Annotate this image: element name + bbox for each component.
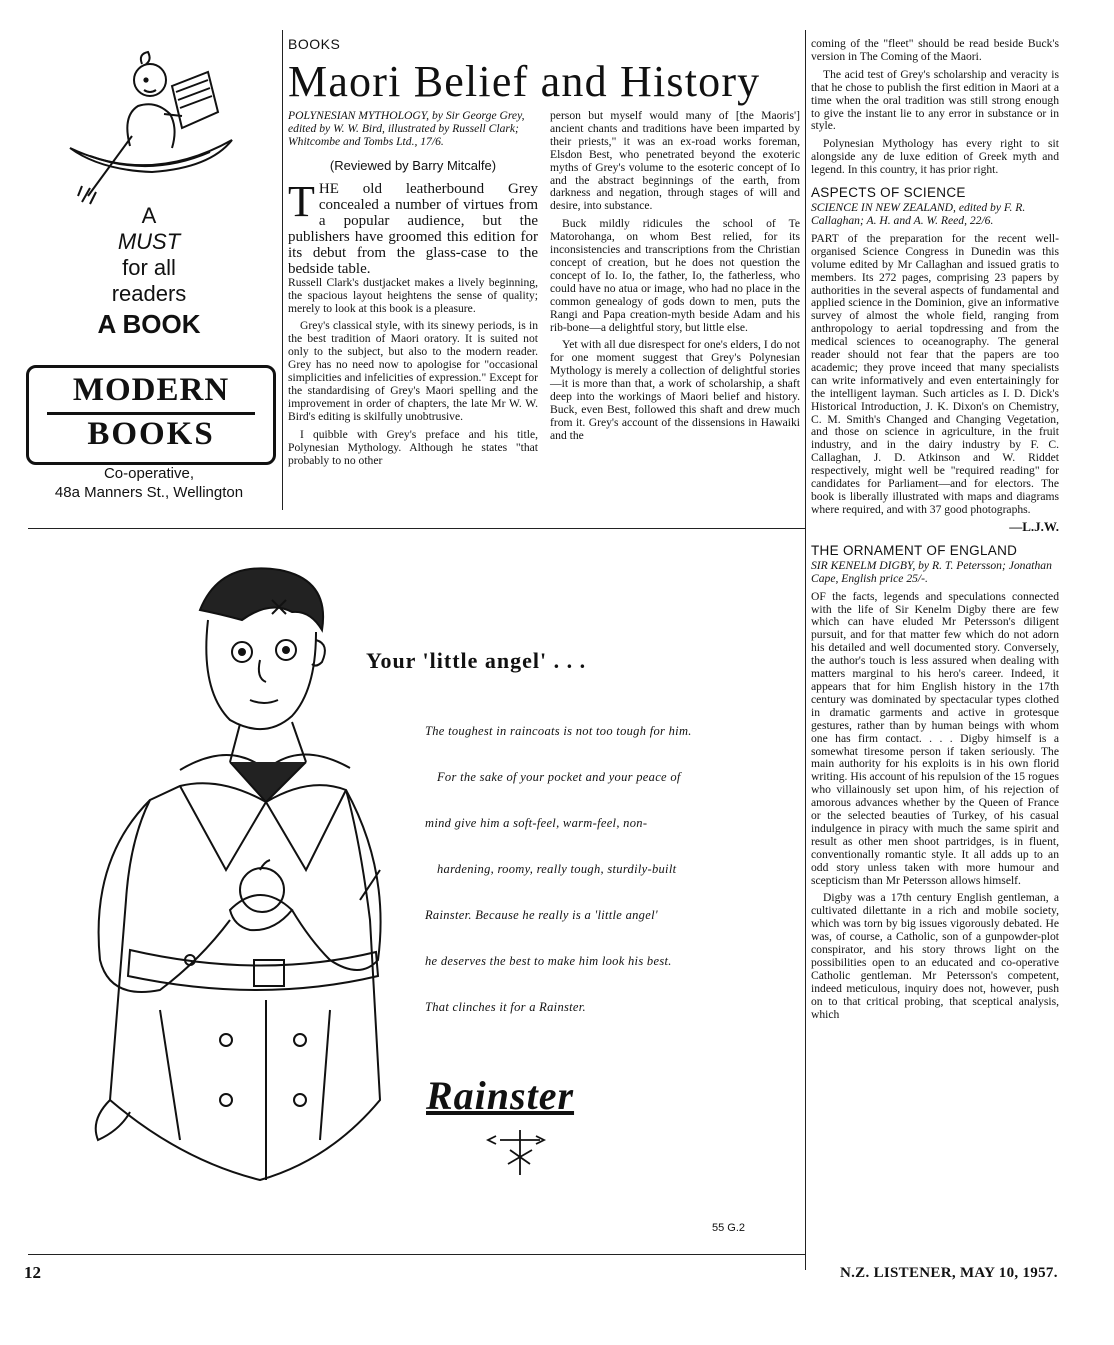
column-2 <box>550 110 800 443</box>
heading-ornament-of-england: THE ORNAMENT OF ENGLAND <box>811 542 1018 558</box>
ad-copy-line-6: he deserves the best to make him look his best. <box>425 954 672 968</box>
ad-line-a: A <box>141 203 157 228</box>
byline: (Reviewed by Barry Mitcalfe) <box>329 157 497 173</box>
masthead: N.Z. LISTENER, MAY 10, 1957. <box>840 1265 1058 1281</box>
modern-books-logo <box>26 365 276 465</box>
rainster-logo: Rainster <box>426 1073 575 1118</box>
ad-footer-address: 48a Manners St., Wellington <box>54 484 244 501</box>
ad-copy-line-1: The toughest in raincoats is not too tough for him. <box>425 724 692 738</box>
ad-line-forall: for all <box>122 255 176 280</box>
ad-bottom-rule <box>28 1254 806 1255</box>
ad-footer-coop: Co-operative, <box>103 465 195 482</box>
heading-aspects-of-science: ASPECTS OF SCIENCE <box>811 185 966 201</box>
ad-copy-line-7: That clinches it for a Rainster. <box>425 1000 586 1014</box>
ad-copy-line-3: mind give him a soft-feel, warm-feel, non- <box>425 816 648 830</box>
ad-top-rule <box>28 528 806 529</box>
modern-books-ad <box>20 28 278 508</box>
ad-copy-line-2: For the sake of your pocket and your peace of <box>437 770 681 784</box>
weathervane-icon <box>480 1120 560 1180</box>
ad-copy-line-5: Rainster. Because he really is a 'little angel' <box>425 908 658 922</box>
col1-lead-text: HE old leatherbound Grey concealed a number of virtues from a popular audience, but the publishers have groomed this edition for its debut from the glass-case to the bedside table. <box>288 180 538 277</box>
book-info-digby: SIR KENELM DIGBY, by R. T. Petersson; Jonathan Cape, English price 25/-. <box>811 558 1052 585</box>
col1-para-2: Grey's classical style, with its sinewy periods, is in the best tradition of Maori oratory. It is suited not only to the subject, but also to the modern reader. Grey has no need now to apologise for "occasional simplicities and infelicities of expression." Except for the standardising of Grey's Maori spelling and the improvement in order of chapters, the late Mr W. W. Bird's editing is skilfully unobtrusive. <box>288 319 538 423</box>
section-label: BOOKS <box>288 36 341 52</box>
ad-line-abook: A BOOK <box>97 309 201 339</box>
book-info-polynesian: POLYNESIAN MYTHOLOGY, by Sir George Grey, edited by W. W. Bird, illustrated by Russell Clark; Whitcombe and Tombs Ltd., 17/6. <box>288 109 525 148</box>
col2-para-3: Yet with all due disrespect for one's elders, I do not for one moment suggest that Grey's Polynesian Mythology is merely a collection of delightful stories—it is more than that, a work of scholarship, a shaft deep into the workings of Maori belief and history. Buck, even Best, followed this shaft and drew much from it. Grey's account of the dissensions in Hawaiki and the <box>550 338 800 442</box>
col3-para-3: Polynesian Mythology has every right to sit alongside any de luxe edition of Greek myth and legend. In this country, it has prior right. <box>811 137 1059 177</box>
ad-headline: Your 'little angel' . . . <box>366 648 587 673</box>
brand-modern: MODERN <box>72 372 230 408</box>
col3-para-6: Digby was a 17th century English gentleman, a cultivated dilettante in a rich and mobile society, which was torn by big issues vigorously debated. He was, of course, a Catholic, son of a gunpowder-plot conspirator, and his story throws light on the possibilities open to an educated and co-operative Catholic gentleman. Mr Petersson's competent, indeed meticulous, inquiry does not, however, push on to that critical probing, that sceptical analysis, which <box>811 891 1059 1021</box>
col3-para-4: PART of the preparation for the recent well-organised Science Congress in Dunedin was this volume edited by Mr Callaghan and issued gratis to members. Its 272 pages, comprising 23 papers by authorities in the several aspects of fundamental and applied science in the Dominion, give an informative survey of almost the whole field, ranging from anthropology to aerial topdressing and from the medical sciences to oceanography. The general reader should not fear that the papers are too academic; they prove inceed that many specialists can write informatively and even entertainingly for the intelligent layman. Such articles as I. D. Dick's Historical Introduction, J. K. Dixon's on Chemistry, C. M. Smith's Changed and Changing Vegetation, and those on science in agriculture, in the fruit industry, and in the dairy industry by F. C. Callaghan, J. D. Atkinson and W. Riddet respectively, might well be "required reading" for candidates for Parliament—and for electors. The book is liberally illustrated with maps and diagrams where required, and with 37 good photographs. <box>811 231 1059 516</box>
ad-line-readers: readers <box>111 281 187 306</box>
ad-copy <box>425 724 795 1046</box>
column-3 <box>811 38 1059 1022</box>
page-title: Maori Belief and History <box>288 57 761 106</box>
col3-para-5: OF the facts, legends and speculations connected with the life of Sir Kenelm Digby there are few which can have eluded Mr Petersson's diligent pursuit, and for that matter few which do not adorn his detailed and well documented story. Conversely, the author's touch is less assured when dealing with matters marginal to his hero's career. Indeed, it appears that for him English history in the 17th century was dominated by spectacular types clothed in dramatic garments and active in grotesque gestures, rather than by human beings with whom one has firm contact. . . . Digby himself is a somewhat tiresome person if taken seriously. The main authority for his exploits is in his own florid writing. His account of his repulsion of the 15 rogues who villainously set upon him, of his rejection of amorous advances whether by the Queen of France or the selected beauties of Turkey, of his casual indulgence in piracy with much the same spirit and result as other men shoot partridges, is in fluent, conventionally romantic style. It all adds up to an odd story unless taken with more humour and scepticism than Mr Petersson allows himself. <box>811 589 1059 887</box>
col2-para-2: Buck mildly ridicules the school of Te Matorohanga, on whom Best relied, for its inconsistencies and transcriptions from the Christian concept of creation, but he does not question the concept of Io. Io, the father, Io, the fatherless, who could have no atua or image, who had no place in the common genealogy of gods down to men, puts the Rangi and Papa creation-myth beside Adam and his rib-bone—a delightful story, but little else. <box>550 217 800 334</box>
page-number: 12 <box>24 1263 41 1282</box>
col1-para-1b: Russell Clark's dustjacket makes a lively beginning, the spacious layout heightens the sense of quality; merely to look at this book is a pleasure. <box>288 275 538 315</box>
col3-para-2: The acid test of Grey's scholarship and veracity is that he chose to publish the first edition in Maori at a time when the oral tradition was still strong enough to give the instant lie to any error in substance or in style. <box>811 67 1059 133</box>
ad-code: 55 G.2 <box>712 1222 746 1234</box>
brand-books: BOOKS <box>87 416 215 452</box>
signature: —L.J.W. <box>1009 518 1059 534</box>
book-info-science: SCIENCE IN NEW ZEALAND, edited by F. R. Callaghan; A. H. and A. W. Reed, 22/6. <box>811 201 1026 227</box>
column-rule-right <box>805 30 806 1270</box>
col3-para-1: coming of the "fleet" should be read beside Buck's version in The Coming of the Maori. <box>811 37 1059 63</box>
boy-in-raincoat-illustration <box>30 540 410 1250</box>
ad-line-must: MUST <box>117 229 181 254</box>
col1-para-3: I quibble with Grey's preface and his title, Polynesian Mythology. Although he states "that probably to no other <box>288 427 538 467</box>
ad-copy-line-4: hardening, roomy, really tough, sturdily-built <box>437 862 677 876</box>
rainster-ad <box>30 540 800 1250</box>
col2-para-1: person but myself would many of [the Maoris'] ancient chants and traditions have been imparted by their priests," it was an ex-road works foreman, Elsdon Best, who penetrated beyond the exoteric myths of Grey's volume to the esoteric concept of Io and the abstract beginnings of the earth, from darkness and negation, through stages of will and desire, into substance. <box>550 109 800 213</box>
column-rule-left <box>282 30 283 510</box>
reading-boatman-icon <box>60 36 240 206</box>
drop-cap: T <box>288 176 315 226</box>
column-1 <box>288 110 538 467</box>
